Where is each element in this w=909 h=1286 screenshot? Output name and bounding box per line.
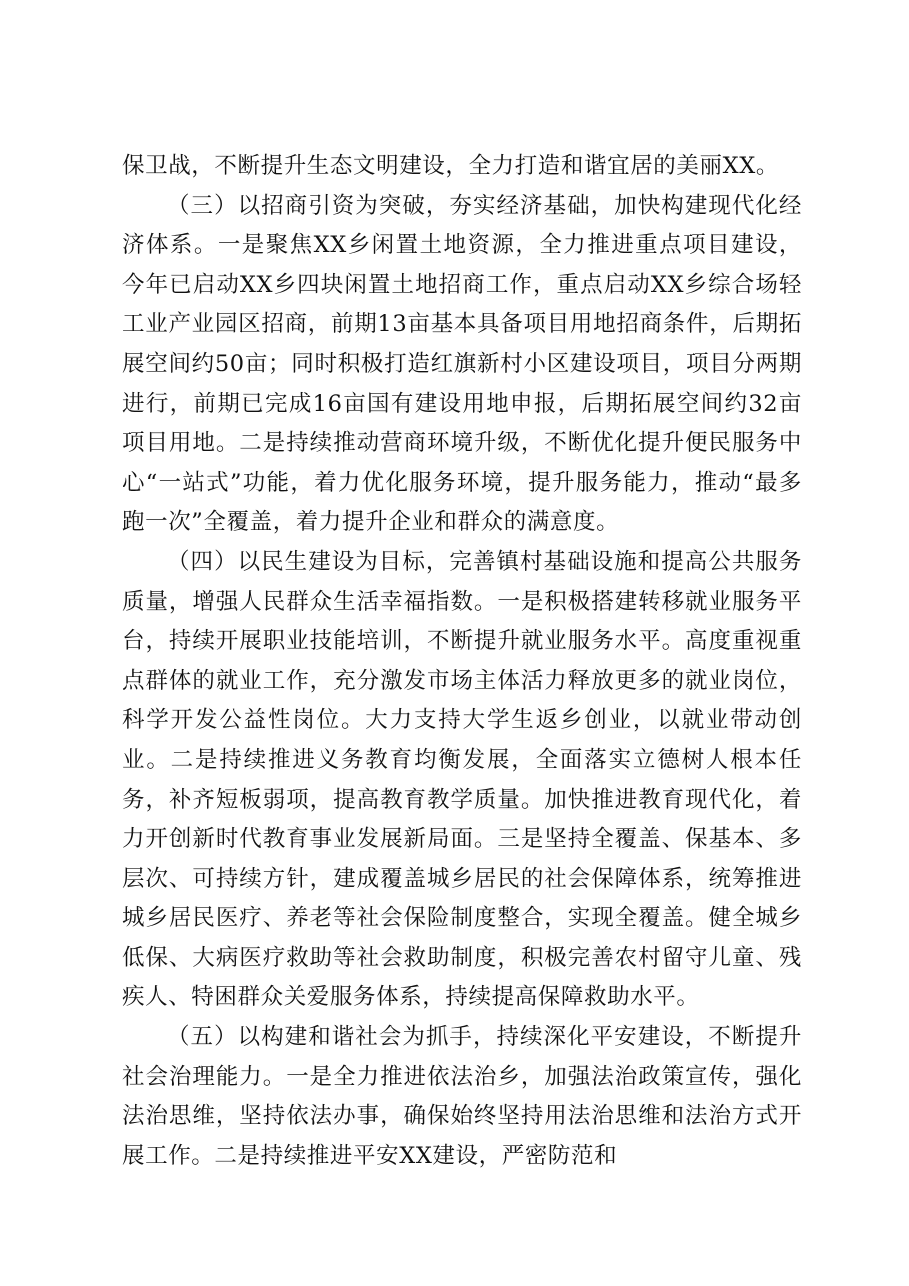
paragraph-continuation: 保卫战，不断提升生态文明建设，全力打造和谐宜居的美丽XX。 [122, 153, 779, 179]
paragraph-section-4: （四）以民生建设为目标，完善镇村基础设施和提高公共服务质量，增强人民群众生活幸福指数。一是积极搭建转移就业服务平台，持续开展职业技能培训，不断提升就业服务水平。高度重视重点群体的就业工作，充分激发市场主体活力释放更多的就业岗位，科学开发公益性岗位。大力支持大学生返乡创业，以就业带动创业。二是持续推进义务教育均衡发展，全面落实立德树人根本任务，补齐短板弱项，提高教育教学质量。加快推进教育现代化，着力开创新时代教育事业发展新局面。三是坚持全覆盖、保基本、多层次、可持续方针，建成覆盖城乡居民的社会保障体系，统筹推进城乡居民医疗、养老等社会保险制度整合，实现全覆盖。健全城乡低保、大病医疗救助等社会救助制度，积极完善农村留守儿童、残疾人、特困群众关爱服务体系，持续提高保障救助水平。 [122, 548, 802, 1011]
paragraph-section-3: （三）以招商引资为突破，夯实经济基础，加快构建现代化经济体系。一是聚焦XX乡闲置土地资源，全力推进重点项目建设，今年已启动XX乡四块闲置土地招商工作，重点启动XX乡综合场轻工业产业园区招商，前期13亩基本具备项目用地招商条件，后期拓展空间约50亩；同时积极打造红旗新村小区建设项目，项目分两期进行，前期已完成16亩国有建设用地申报，后期拓展空间约32亩项目用地。二是持续推动营商环境升级，不断优化提升便民服务中心“一站式”功能，着力优化服务环境，提升服务能力，推动“最多跑一次”全覆盖，着力提升企业和群众的满意度。 [122, 192, 802, 536]
paragraph-section-5: （五）以构建和谐社会为抓手，持续深化平安建设，不断提升社会治理能力。一是全力推进依法治乡，加强法治政策宣传，强化法治思维，坚持依法办事，确保始终坚持用法治思维和法治方式开展工作。二是持续推进平安XX建设，严密防范和 [122, 1024, 802, 1169]
document-body [122, 147, 802, 1176]
